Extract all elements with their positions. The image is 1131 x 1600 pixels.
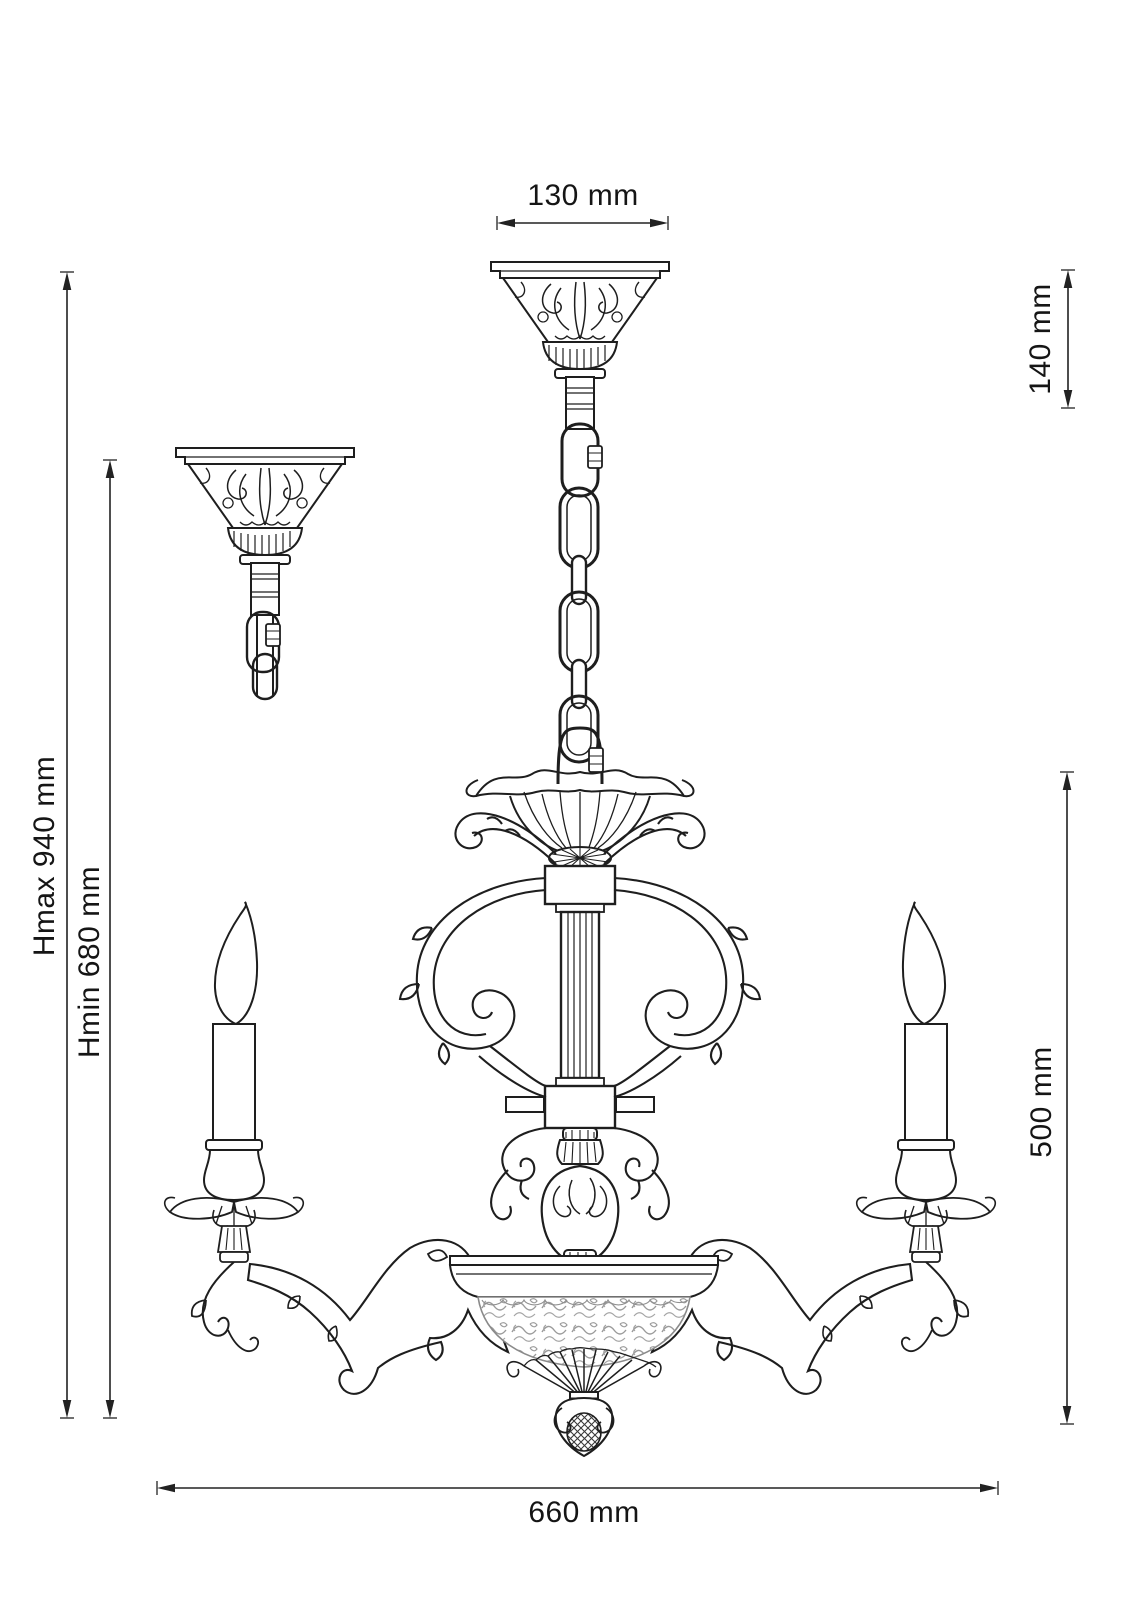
dim-label-height-min: Hmin 680 mm [73,865,106,1059]
chandelier-body [400,770,760,1264]
dim-canopy-width-arrow [497,216,668,230]
baluster-vase [542,1128,619,1264]
dim-body-height-arrow [1060,772,1074,1424]
scroll-ornament-left [400,813,556,1219]
ceiling-canopy [491,262,669,429]
candle-arm-left [165,902,508,1394]
dim-label-height-max: Hmax 940 mm [28,755,61,957]
candle-arm-right [652,902,995,1394]
canopy-detail-view [176,448,354,699]
dim-label-body-height: 500 mm [1025,1046,1058,1158]
suspension-chain [558,424,603,784]
dim-canopy-drop-arrow [1061,270,1075,408]
dim-label-total-width: 660 mm [528,1496,640,1529]
dim-total-width-arrow [157,1481,998,1495]
dim-label-canopy-width: 130 mm [527,179,639,212]
bottom-finial [507,1348,661,1456]
dim-hmax-arrow [60,272,74,1418]
scroll-ornament-right [604,813,760,1219]
central-column [545,866,615,1128]
leaf-crown [467,770,694,869]
dim-label-canopy-drop: 140 mm [1024,283,1057,395]
